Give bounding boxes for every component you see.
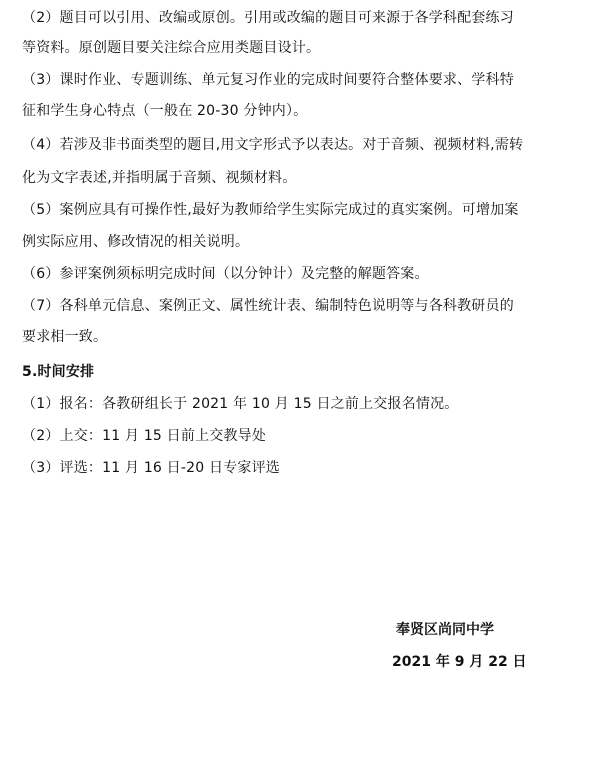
item-7-line-2: 要求相一致。 [22,329,108,345]
item-3-line-2: 征和学生身心特点（一般在 20-30 分钟内）。 [22,103,308,119]
signature-org: 奉贤区尚同中学 [396,622,494,638]
item-5-line-1: （5）案例应具有可操作性,最好为教师给学生实际完成过的真实案例。可增加案 [22,202,519,218]
item-4-line-1: （4）若涉及非书面类型的题目,用文字形式予以表达。对于音频、视频材料,需转 [22,137,524,153]
item-2-line-2: 等资料。原创题目要关注综合应用类题目设计。 [22,40,321,56]
item-6-line-1: （6）参评案例须标明完成时间（以分钟计）及完整的解题答案。 [22,266,429,282]
item-2-line-1: （2）题目可以引用、改编或原创。引用或改编的题目可来源于各学科配套练习 [22,10,514,26]
item-4-line-2: 化为文字表述,并指明属于音频、视频材料。 [22,170,297,186]
item-7-line-1: （7）各科单元信息、案例正文、属性统计表、编制特色说明等与各科教研员的 [22,298,514,314]
signature-date: 2021 年 9 月 22 日 [392,654,527,670]
schedule-item-2: （2）上交：11 月 15 日前上交教导处 [22,428,267,444]
item-5-line-2: 例实际应用、修改情况的相关说明。 [22,234,250,250]
section-5-heading: 5.时间安排 [22,364,95,380]
schedule-item-3: （3）评选：11 月 16 日-20 日专家评选 [22,460,281,476]
item-3-line-1: （3）课时作业、专题训练、单元复习作业的完成时间要符合整体要求、学科特 [22,72,514,88]
schedule-item-1: （1）报名：各教研组长于 2021 年 10 月 15 日之前上交报名情况。 [22,396,459,412]
